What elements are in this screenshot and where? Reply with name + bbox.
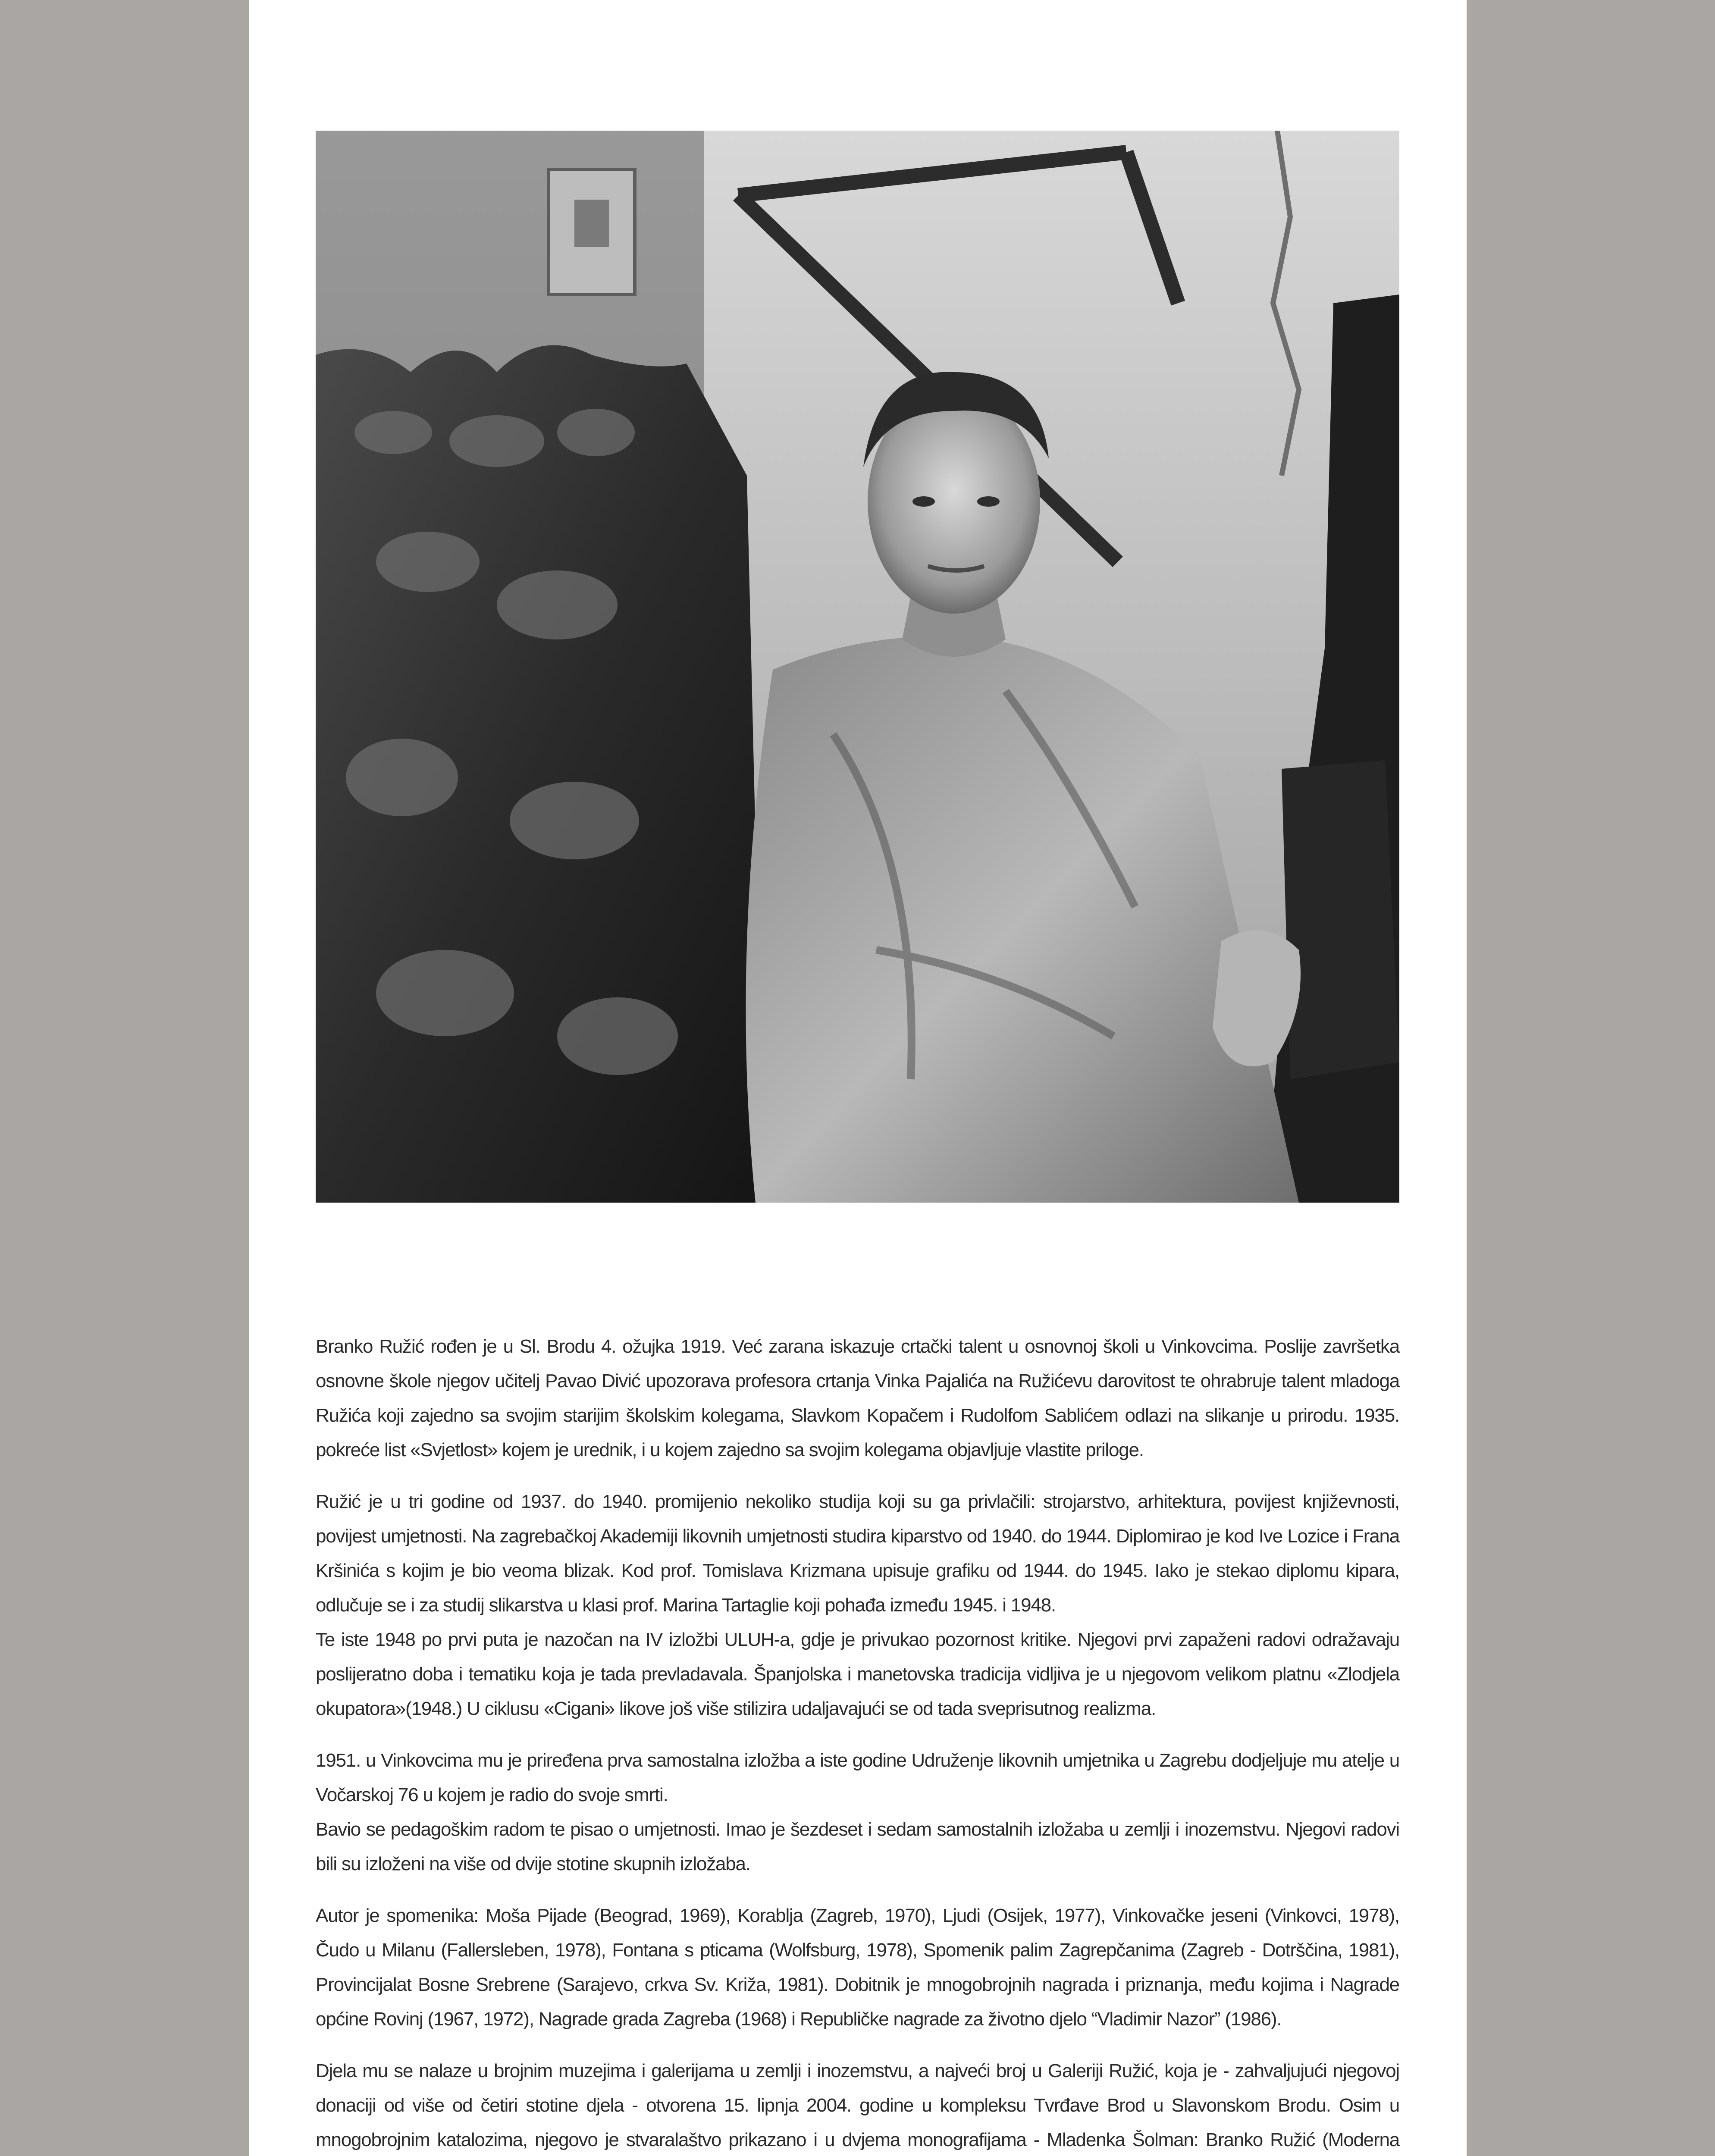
biography-paragraph-studies: Ružić je u tri godine od 1937. do 1940. promijenio nekoliko studija koji su ga privlačili: strojarstvo, arhitektura, povijest književnosti, povijest umjetnosti. Na zagrebačkoj Akademiji likovnih umjetnosti studira kiparstvo od 1940. do 1944. Diplomirao je kod Ive Lozice i Frana Kršinića s kojim je bio veoma blizak. Kod prof. Tomislava Krizmana upisuje grafiku od 1944. do 1945. Iako je stekao diplomu kipara, odlučuje se i za studij slikarstva u klasi prof. Marina Tartaglie koji pohađa između 1945. i 1948. [316, 1491, 1399, 1616]
biography-paragraph-pedagogy: Bavio se pedagoškim radom te pisao o umjetnosti. Imao je šezdeset i sedam samostalnih izložaba u zemlji i inozemstvu. Njegovi radovi bili su izloženi na više od dvije stotine skupnih izložaba. [316, 1819, 1399, 1874]
biography-paragraph-birth: Branko Ružić rođen je u Sl. Brodu 4. ožujka 1919. Već zarana iskazuje crtački talent u osnovnoj školi u Vinkovcima. Poslije završetka osnovne škole njegov učitelj Pavao Divić upozorava profesora crtanja Vinka Pajalića na Ružićevu darovitost te ohrabruje talent mladoga Ružića koji zajedno sa svojim starijim školskim kolegama, Slavkom Kopačem i Rudolfom Sablićem odlazi na slikanje u prirodu. 1935. pokreće list «Svjetlost» kojem je urednik, i u kojem zajedno sa svojim kolegama objavljuje vlastite priloge. [316, 1336, 1399, 1460]
portrait-image [316, 131, 1399, 1203]
biography-paragraph-collections: Djela mu se nalaze u brojnim muzejima i galerijama u zemlji i inozemstvu, a najveći broj u Galeriji Ružić, koja je - zahvaljujući njegovoj donaciji od više od četiri stotine djela - otvorena 15. lipnja 2004. godine u kompleksu Tvrđave Brod u Slavonskom Brodu. Osim u mnogobrojnim katalozima, njegovo je stvaralaštvo prikazano i u dvjema monografijama - Mladenka Šolman: Branko Ružić (Moderna [316, 2060, 1399, 2150]
biography-paragraph-atelier: 1951. u Vinkovcima mu je priređena prva samostalna izložba a iste godine Udruženje likovnih umjetnika u Zagrebu dodjeljuje mu atelje u Vočarskoj 76 u kojem je radio do svoje smrti. [316, 1750, 1399, 1805]
document-page [249, 0, 1467, 2156]
portrait-photo [316, 131, 1399, 1203]
biography-paragraph-first-exhibition: Te iste 1948 po prvi puta je nazočan na IV izložbi ULUH-a, gdje je privukao pozornost kritike. Njegovi prvi zapaženi radovi odražavaju poslijeratno doba i tematiku koja je tada prevladavala. Španjolska i manetovska tradicija vidljiva je u njegovom velikom platnu «Zlodjela okupatora»(1948.) U ciklusu «Cigani» likove još više stilizira udaljavajući se od tada sveprisutnog realizma. [316, 1629, 1399, 1719]
biography-paragraph-monuments: Autor je spomenika: Moša Pijade (Beograd, 1969), Korablja (Zagreb, 1970), Ljudi (Osijek, 1977), Vinkovačke jeseni (Vinkovci, 1978), Čudo u Milanu (Fallersleben, 1978), Fontana s pticama (Wolfsburg, 1978), Spomenik palim Zagrepčanima (Zagreb - Dotrščina, 1981), Provincijalat Bosne Srebrene (Sarajevo, crkva Sv. Križa, 1981). Dobitnik je mnogobrojnih nagrada i priznanja, među kojima i Nagrade općine Rovinj (1967, 1972), Nagrade grada Zagreba (1968) i Republičke nagrade za životno djelo “Vladimir Nazor” (1986). [316, 1905, 1399, 2030]
biography-text [316, 1329, 1399, 2156]
